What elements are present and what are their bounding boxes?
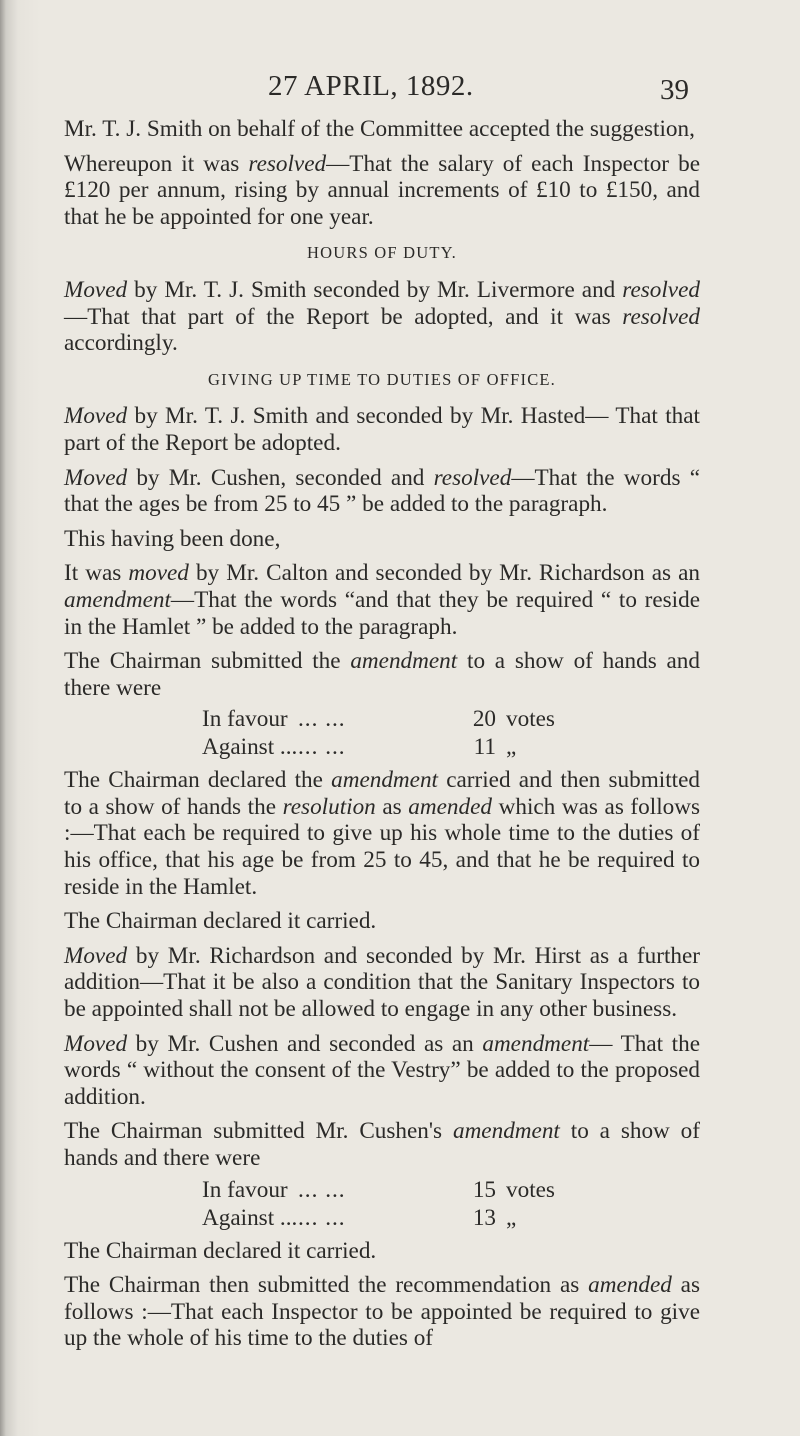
italic-run: Moved (64, 403, 128, 430)
paragraph-2 (64, 151, 700, 231)
vote-unit: votes (506, 706, 555, 733)
text-run: —That the words “and that they be required “ to reside in the Hamlet ” be added to the paragraph. (64, 586, 700, 640)
text-run: Whereupon it was (64, 150, 249, 177)
text-run: to a show of hands and there were (64, 1118, 700, 1171)
italic-run: Moved (64, 1030, 128, 1057)
text-run: The Chairman declared the (64, 767, 332, 794)
paragraph-1: Mr. T. J. Smith on behalf of the Committee accepted the suggestion, (64, 116, 695, 142)
section-heading-giving-up-time: GIVING UP TIME TO DUTIES OF OFFICE. (207, 369, 557, 389)
vote-label: In favour (202, 1176, 288, 1203)
text-run: as follows :—That each Inspector to be appointed be required to give up the whole of his time to the duties of (64, 1272, 700, 1352)
text-run: as (375, 793, 409, 820)
paragraph-9 (64, 767, 700, 900)
italic-run: amendment (350, 648, 458, 675)
vote-count: 15 (472, 1176, 496, 1203)
text-run: —That the words “ that the ages be from 25 to 45 ” be added to the paragraph. (64, 464, 700, 518)
vote-dots: ... ... (298, 1204, 346, 1231)
italic-run: resolved (248, 150, 327, 177)
vote-count: 20 (472, 706, 496, 733)
text-run: —That that part of the Report be adopted, and it was (64, 303, 623, 330)
paragraph-6: This having been done, (64, 525, 281, 552)
vote-label: In favour (202, 706, 288, 733)
vote-row (64, 705, 700, 733)
paragraph-11 (64, 943, 700, 1023)
italic-run: amendment (64, 586, 171, 613)
italic-run: amendment (331, 767, 439, 794)
paragraph-4 (64, 403, 700, 456)
vote-label: Against ... (202, 1204, 298, 1231)
italic-run: resolved (622, 276, 700, 303)
italic-run: Moved (64, 942, 128, 969)
italic-run: resolution (282, 793, 376, 820)
text-run: The Chairman then submitted the recommendation as (64, 1272, 589, 1299)
page-header (0, 70, 800, 110)
header-date: 27 APRIL, 1892. (268, 70, 474, 102)
text-run: to a show of hands and there were (64, 648, 700, 701)
vote-count: 13 (472, 1204, 496, 1231)
paragraph-7 (64, 560, 700, 640)
text-run: The Chairman submitted Mr. Cushen's (64, 1118, 453, 1145)
vote-table-1 (64, 705, 700, 761)
vote-row (64, 733, 700, 761)
text-run: The Chairman submitted the (64, 648, 351, 675)
text-run: accordingly. (64, 330, 178, 357)
paragraph-8 (64, 648, 700, 701)
italic-run: resolved (622, 303, 700, 330)
text-run: carried and then submitted to a show of hands the (64, 767, 700, 820)
paragraph-12 (64, 1031, 700, 1111)
vote-count: 11 (473, 734, 496, 761)
text-run: by Mr. Cushen and seconded as an (127, 1030, 483, 1057)
vote-row (64, 1176, 700, 1204)
text-run: by Mr. T. J. Smith seconded by Mr. Livermore and (127, 276, 623, 303)
paragraph-13 (64, 1118, 700, 1171)
text-run: It was (64, 560, 129, 587)
text-run: which was as follows :—That each be required to give up his whole time to the duties of his office, that his age be from 25 to 45, and that he be required to reside in the Hamlet. (64, 793, 700, 900)
text-run: — That the words “ without the consent of the Vestry” be added to the proposed addition. (64, 1030, 701, 1110)
text-run: by Mr. Richardson and seconded by Mr. Hirst as a further addition—That it be also a condition that the Sanitary Inspectors to be appointed shall not be allowed to engage in any other business. (64, 942, 700, 1023)
paragraph-10: The Chairman declared it carried. (64, 908, 377, 935)
section-heading-hours: HOURS OF DUTY. (307, 243, 457, 263)
italic-run: amended (588, 1272, 672, 1299)
paragraph-14: The Chairman declared it carried. (64, 1237, 377, 1264)
italic-run: amendment (452, 1118, 560, 1145)
italic-run: moved (128, 560, 189, 587)
italic-run: resolved (433, 464, 512, 491)
paragraph-5 (64, 465, 700, 518)
vote-unit: „ (506, 734, 517, 761)
italic-run: Moved (64, 276, 128, 303)
vote-unit: votes (506, 1176, 555, 1203)
text-run: —That the salary of each Inspector be £120 per annum, rising by annual increments of £10 to £150, and that he be appointed for one year. (64, 150, 700, 230)
vote-dots: ... ... (298, 706, 346, 733)
paragraph-15 (64, 1272, 700, 1352)
italic-run: amendment (482, 1030, 590, 1057)
vote-row (64, 1204, 700, 1232)
document-body (64, 116, 700, 1360)
italic-run: amended (408, 793, 493, 820)
paragraph-3 (64, 277, 700, 357)
vote-unit: „ (506, 1204, 517, 1231)
vote-table-2 (64, 1176, 700, 1232)
italic-run: Moved (64, 464, 128, 491)
vote-dots: ... ... (298, 734, 346, 761)
vote-dots: ... ... (298, 1176, 346, 1203)
text-run: by Mr. Calton and seconded by Mr. Richardson as an (188, 560, 700, 587)
page-number: 39 (660, 74, 689, 106)
vote-label: Against ... (202, 734, 298, 761)
text-run: by Mr. T. J. Smith and seconded by Mr. Hasted— That that part of the Report be adopted. (64, 403, 700, 456)
text-run: by Mr. Cushen, seconded and (127, 464, 434, 491)
